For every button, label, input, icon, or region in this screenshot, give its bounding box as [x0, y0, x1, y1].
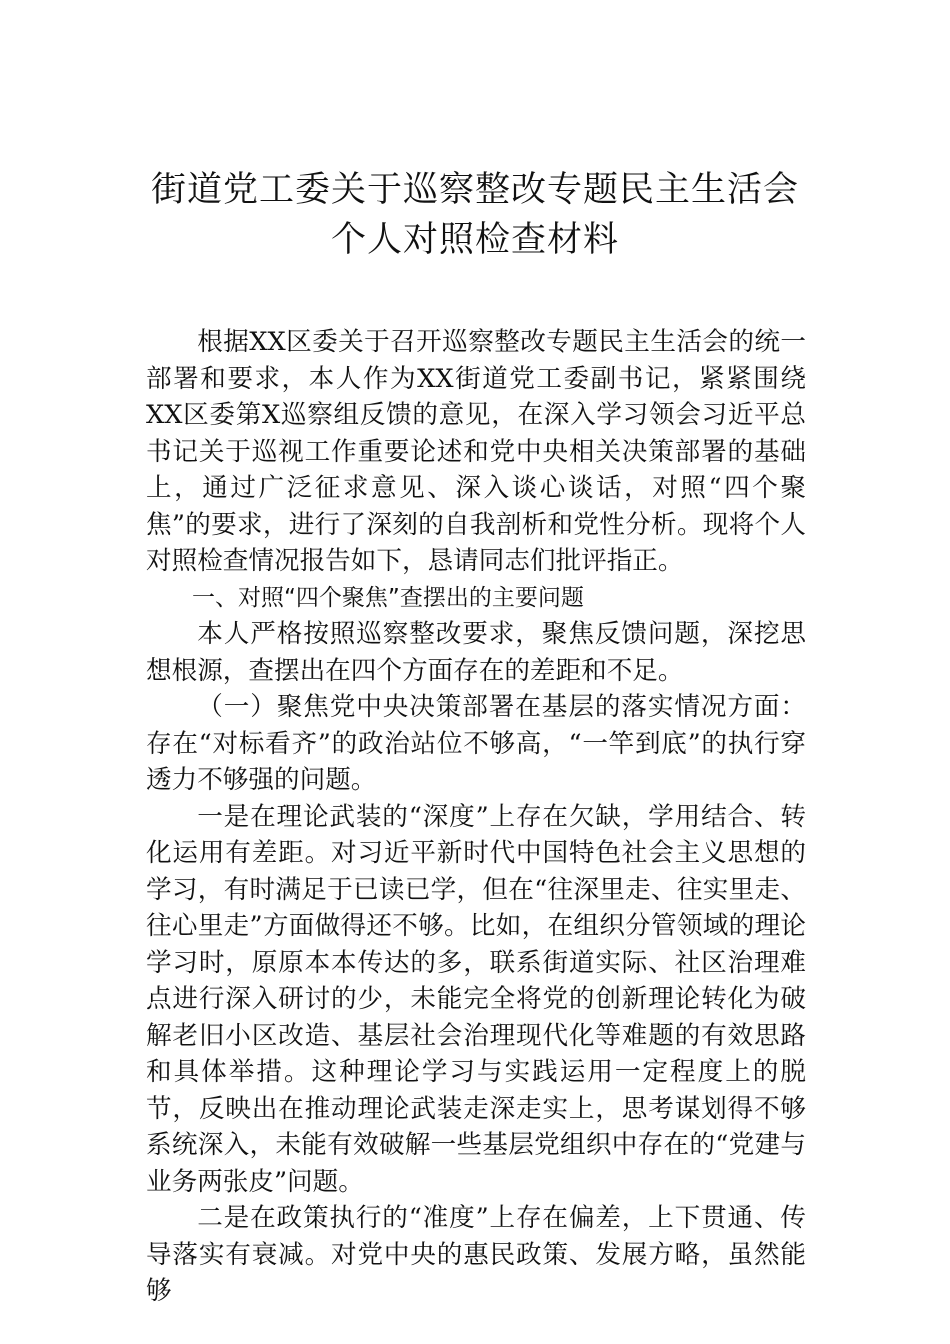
section-heading-1: 一、对照“四个聚焦”查摆出的主要问题: [192, 584, 584, 611]
paragraph-summary: 本人严格按照巡察整改要求，聚焦反馈问题，深挖思想根源，查摆出在四个方面存在的差距和不足。: [146, 619, 806, 686]
paragraph-subheading-1: （一）聚焦党中央决策部署在基层的落实情况方面：存在“对标看齐”的政治站位不够高，“一竿到底”的执行穿透力不够强的问题。: [146, 692, 806, 795]
paragraph-point-1: 一是在理论武装的“深度”上存在欠缺，学用结合、转化运用有差距。对习近平新时代中国特色社会主义思想的学习，有时满足于已读已学，但在“往深里走、往实里走、往心里走”方面做得还不够。比如，在组织分管领域的理论学习时，原原本本传达的多，联系街道实际、社区治理难点进行深入研讨的少，未能完全将党的创新理论转化为破解老旧小区改造、基层社会治理现代化等难题的有效思路和具体举措。这种理论学习与实践运用一定程度上的脱节，反映出在推动理论武装走深走实上，思考谋划得不够系统深入，未能有效破解一些基层党组织中存在的“党建与业务两张皮”问题。: [146, 801, 806, 1197]
paragraph-point-2: 二是在政策执行的“准度”上存在偏差，上下贯通、传导落实有衰减。对党中央的惠民政策、发展方略，虽然能够: [146, 1203, 806, 1306]
document-title-line-1: 街道党工委关于巡察整改专题民主生活会: [150, 170, 799, 210]
document-body: [146, 324, 806, 1310]
document-title-line-2: 个人对照检查材料: [330, 220, 619, 260]
paragraph-intro: 根据XX区委关于召开巡察整改专题民主生活会的统一部署和要求，本人作为XX街道党工委副书记，紧紧围绕XX区委第X巡察组反馈的意见，在深入学习领会习近平总书记关于巡视工作重要论述和党中央相关决策部署的基础上，通过广泛征求意见、深入谈心谈话，对照“四个聚焦”的要求，进行了深刻的自我剖析和党性分析。现将个人对照检查情况报告如下，恳请同志们批评指正。: [146, 327, 806, 576]
